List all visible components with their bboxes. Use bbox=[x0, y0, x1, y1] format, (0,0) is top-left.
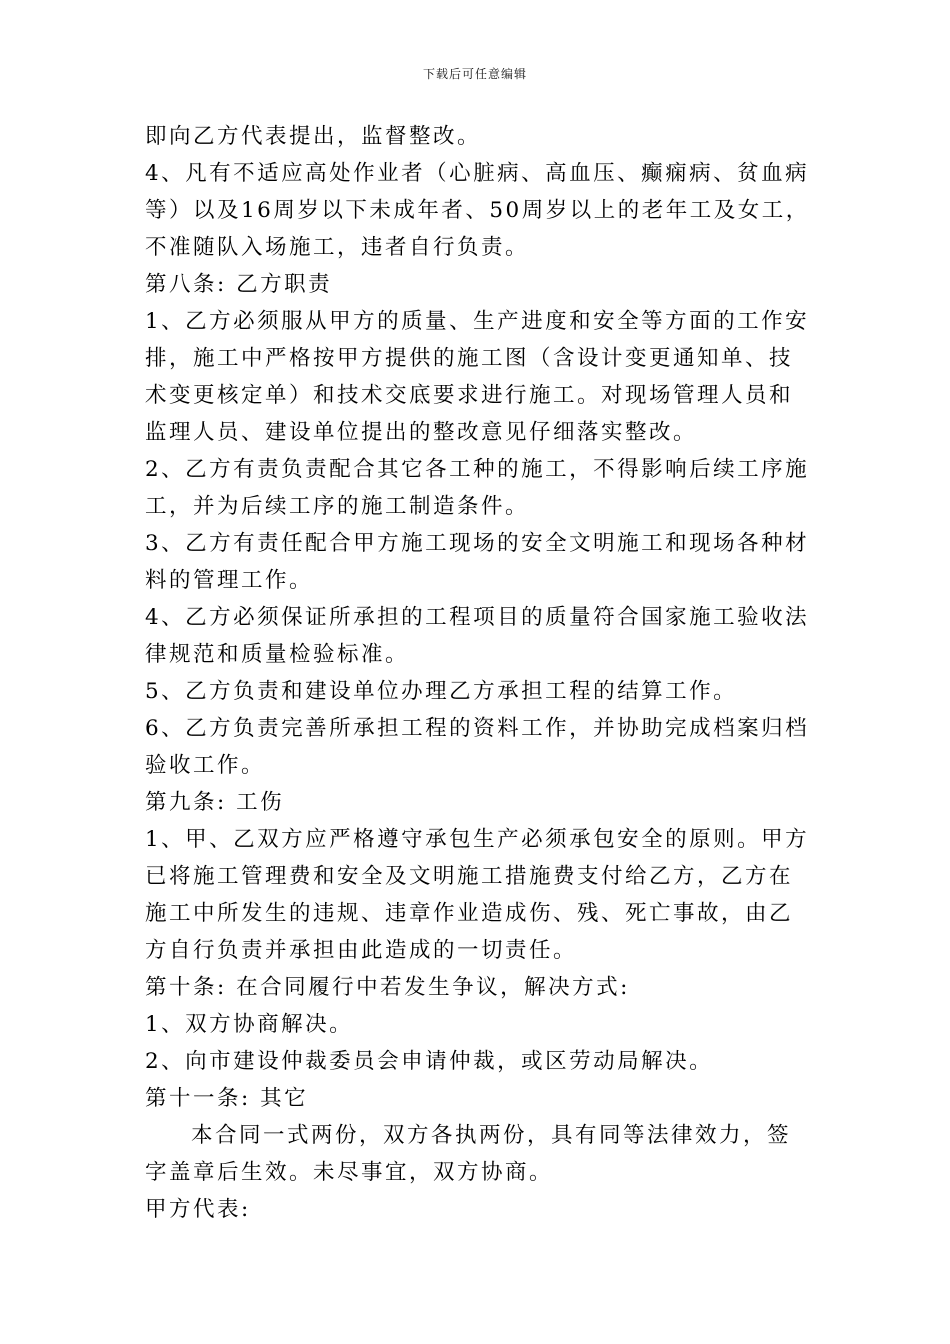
text-line: 不准随队入场施工，违者自行负责。 bbox=[145, 235, 530, 260]
text-line: 施工中所发生的违规、违章作业造成伤、残、死亡事故，由乙 bbox=[145, 901, 794, 926]
text-line: 1、双方协商解决。 bbox=[145, 1012, 354, 1037]
text-line: 本合同一式两份，双方各执两份，具有同等法律效力，签 bbox=[191, 1123, 792, 1148]
text-line: 排，施工中严格按甲方提供的施工图（含设计变更通知单、技 bbox=[145, 346, 794, 371]
section-heading: 第十条: 在合同履行中若发生争议，解决方式: bbox=[145, 975, 630, 1000]
text-line: 5、乙方负责和建设单位办理乙方承担工程的结算工作。 bbox=[145, 679, 738, 704]
page-header: 下载后可任意编辑 bbox=[422, 67, 527, 81]
signature-label: 甲方代表: bbox=[145, 1197, 251, 1222]
text-line: 即向乙方代表提出，监督整改。 bbox=[145, 124, 482, 149]
section-heading: 第九条: 工伤 bbox=[145, 790, 285, 815]
text-line: 2、向市建设仲裁委员会申请仲裁，或区劳动局解决。 bbox=[145, 1049, 714, 1074]
text-line: 验收工作。 bbox=[145, 753, 266, 778]
text-line: 监理人员、建设单位提出的整改意见仔细落实整改。 bbox=[145, 420, 698, 445]
text-line: 1、乙方必须服从甲方的质量、生产进度和安全等方面的工作安 bbox=[145, 309, 810, 334]
text-line: 工，并为后续工序的施工制造条件。 bbox=[145, 494, 530, 519]
text-line: 已将施工管理费和安全及文明施工措施费支付给乙方，乙方在 bbox=[145, 864, 794, 889]
text-line: 2、乙方有责负责配合其它各工种的施工，不得影响后续工序施 bbox=[145, 457, 810, 482]
text-line: 4、乙方必须保证所承担的工程项目的质量符合国家施工验收法 bbox=[145, 605, 810, 630]
text-line: 3、乙方有责任配合甲方施工现场的安全文明施工和现场各种材 bbox=[145, 531, 810, 556]
section-heading: 第十一条: 其它 bbox=[145, 1086, 309, 1111]
text-line: 字盖章后生效。未尽事宜，双方协商。 bbox=[145, 1160, 554, 1185]
text-line: 料的管理工作。 bbox=[145, 568, 314, 593]
text-line: 6、乙方负责完善所承担工程的资料工作，并协助完成档案归档 bbox=[145, 716, 810, 741]
text-line: 术变更核定单）和技术交底要求进行施工。对现场管理人员和 bbox=[145, 383, 794, 408]
document-body bbox=[145, 118, 810, 1228]
section-heading: 第八条: 乙方职责 bbox=[145, 272, 333, 297]
text-line: 等）以及16周岁以下未成年者、50周岁以上的老年工及女工， bbox=[145, 198, 810, 223]
text-line: 律规范和质量检验标准。 bbox=[145, 642, 410, 667]
text-line: 1、甲、乙双方应严格遵守承包生产必须承包安全的原则。甲方 bbox=[145, 827, 810, 852]
text-line: 方自行负责并承担由此造成的一切责任。 bbox=[145, 938, 578, 963]
text-line: 4、凡有不适应高处作业者（心脏病、高血压、癫痫病、贫血病 bbox=[145, 161, 810, 186]
